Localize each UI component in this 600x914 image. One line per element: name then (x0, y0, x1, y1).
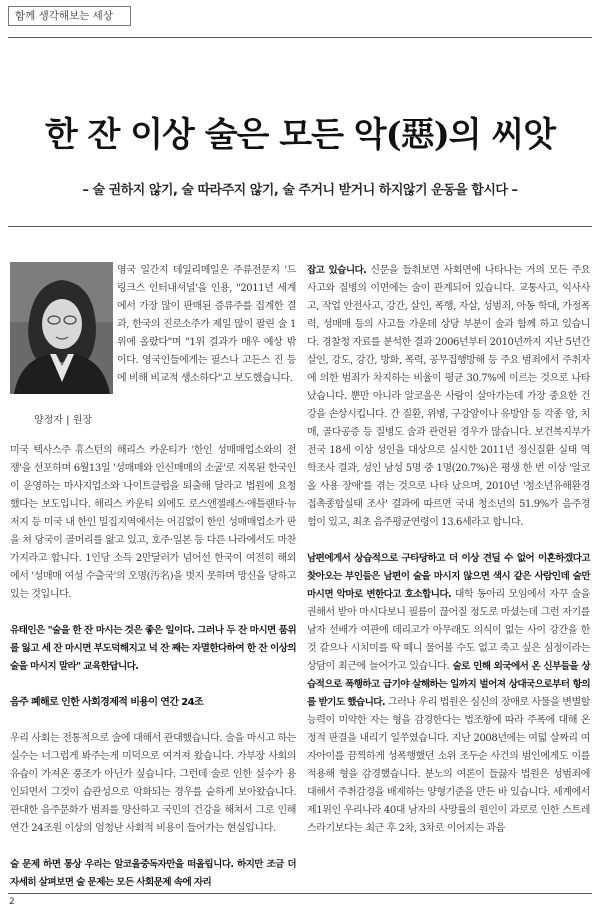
title-divider (8, 226, 592, 227)
header-rule (8, 37, 592, 38)
right-paragraph-1-lead: 잡고 있습니다. (307, 265, 367, 276)
lead-paragraph: 영국 일간지 데일리메일은 주류전문지 '드링크스 인터내셔널'을 인용, "2011년 세계에서 가장 많이 판매된 증류주를 집계한 결과, 한국의 진로소주가 제일 많이 팔린 술 1위에 올랐다"며 "1위 결과가 매우 예상 밖이다. 영국인들에게는 필스나 고든스 진 등에 비해 비교적 생소하다"고 보도했습니다. (117, 265, 296, 384)
right-column (307, 262, 590, 838)
right-paragraph-1 (307, 262, 590, 532)
article-subtitle: – 술 권하지 않기, 술 따라주지 않기, 술 주거니 받거니 하지않기 운동을 합시다 – (82, 183, 518, 198)
right-paragraph-2-body-b: 그러나 우리 법원은 심신의 장애로 사물을 변별할 능력이 미약한 자는 형을 감경한다는 법조항에 따라 주폭에 대해 온정적 판결을 내리기 일쑤였습니다. 지난 2008년에는 여덟 살짜리 여자아이를 끔찍하게 성폭행했던 소위 조두순 사건의 범인에게도 이를 적용해 형을 감경했습니다. 분노의 여론이 들끓자 법원은 성범죄에 대해서 주취감경을 배제하는 양형기준을 만든 바 있습니다. 세계에서 제1위인 우리나라 40대 남자의 사망률의 원인이 과로로 인한 스트레스라기보다는 최근 후 2차, 3차로 이어지는 과음 (307, 697, 590, 834)
left-paragraph-1: 미국 텍사스주 휴스턴의 해리스 카운티가 '한인 성매매업소와의 전쟁'을 선포하며 6월13일 '성매매와 인신매매의 소굴'로 지목된 한국인이 운영하는 마사지업소와 나이트클럽을 퇴출해 달라고 법원에 요청했다는 보도입니다. 해리스 카운티 외에도 로스앤젤레스·애틀랜타·뉴저지 등 미국 내 한인 밀집지역에서는 어김없이 한인 성매매업소가 판을 쳐 당국이 골머리를 앓고 있고, 호주·일본 등 다른 나라에서도 마찬가지라고 합니다. 1인당 소득 2만달러가 넘어선 한국이 여전히 해외에서 '성매매 여성 수출국'의 오명(汚名)을 벗지 못하며 망신을 당하고 있는 것입니다. (10, 445, 296, 600)
section-subheading: 음주 폐해로 인한 사회경제적 비용이 연간 24조 (10, 697, 204, 708)
left-column (10, 442, 296, 892)
right-paragraph-2-mid-bold: 술로 인해 외국에서 온 신부들을 상습적으로 폭행하고 급기야 살해하는 일까지 벌어져 상대국으로부터 항의를 받기도 했습니다. (307, 661, 590, 708)
footer-rule (8, 893, 592, 894)
author-caption: 양정자 | 원장 (34, 415, 93, 426)
jewish-proverb-quote: 유태인은 "술을 한 잔 마시는 것은 좋은 일이다. 그러나 두 잔 마시면 품위를 잃고 세 잔 마시면 부도덕해지고 넉 잔 째는 자멸한다하여 한 잔 이상의 술을 마시지 말라" 교육한답니다. (10, 625, 296, 672)
left-paragraph-2: 우리 사회는 전통적으로 술에 대해서 관대했습니다. 술을 마시고 하는 실수는 너그럽게 봐주는게 미덕으로 여겨져 왔습니다. 가부장 사회의 유습이 가져온 풍조가 아닌가 싶습니다. 그런데 술로 인한 실수가 용인되면서 그것이 습관성으로 악화되는 경우를 숱하게 보아왔습니다. 관대한 음주문화가 범죄를 양산하고 국민의 건강을 해쳐서 그로 인해 연간 24조원 이상의 엄청난 사회적 비용이 들어가는 현실입니다. (10, 733, 296, 834)
left-closing-bold: 술 문제 하면 통상 우리는 알코올중독자만을 떠올립니다. 하지만 조금 더 자세히 살펴보면 술 문제는 모든 사회문제 속에 자리 (10, 859, 296, 888)
right-paragraph-1-body: 신문을 들춰보면 사회면에 나타나는 거의 모든 주요 사고와 질병의 이면에는 술이 관계되어 있습니다. 교통사고, 익사사고, 작업 안전사고, 강간, 살인, 폭행, 자살, 성범죄, 아동 학대, 가정폭력, 성매매 등의 사고들 가운데 상당 부분이 술과 함께 하고 있습니다. 경찰청 자료를 분석한 결과 2006년부터 2010년까지 지난 5년간 살인, 강도, 강간, 방화, 폭력, 공무집행방해 등 주요 범죄에서 주취자에 의한 범죄가 차지하는 비율이 평균 30.7%에 이르는 것으로 나타났습니다. 뿐만 아니라 알코올은 사람이 살아가는데 가장 중요한 건강을 손상시킵니다. 간 질환, 위병, 구강암이나 유방암 등 각종 암, 치매, 골다공증 등 질병도 술과 관련된 경우가 많습니다. 보건복지부가 전국 18세 이상 성인을 대상으로 실시한 2011년 정신질환 실태 역학조사 결과, 성인 남성 5명 중 1명(20.7%)은 평생 한 번 이상 '알코올 사용 장애'를 겪는 것으로 나타 났으며, 2010년 '청소년유해환경접촉종합실태 조사' 결과에 따르면 국내 청소년의 51.9%가 음주경험이 있고, 최초 음주평균연령이 13.6세라고 합니다. (307, 265, 590, 528)
right-paragraph-2-body-a: 대학 동아리 모임에서 자꾸 술을 권해서 받아 마시다보니 필름이 끊어질 정도로 마셨는데 그런 자기를 남자 선배가 여관에 데리고가 아무래도 의식이 없는 사이 강간을 한 것 같으나 시치미를 딱 떼니 물어볼 수도 없고 죽고 싶은 심정이라는 상담이 최근에 늘어가고 있습니다. (307, 589, 591, 672)
section-header-label: 함께 생각해보는 세상 (8, 6, 131, 26)
right-paragraph-2 (307, 550, 590, 838)
page-number: 2 (9, 897, 15, 907)
right-paragraph-2-lead: 남편에게서 상습적으로 구타당하고 더 이상 견딜 수 없어 이혼하겠다고 찾아오는 부인들은 남편이 술을 마시지 않으면 색시 같은 사람인데 술만 마시면 악마로 변한다고 호소합니다. (307, 553, 590, 600)
article-title: 한 잔 이상 술은 모든 악(惡)의 씨앗 (44, 115, 556, 155)
author-photo (10, 262, 113, 394)
